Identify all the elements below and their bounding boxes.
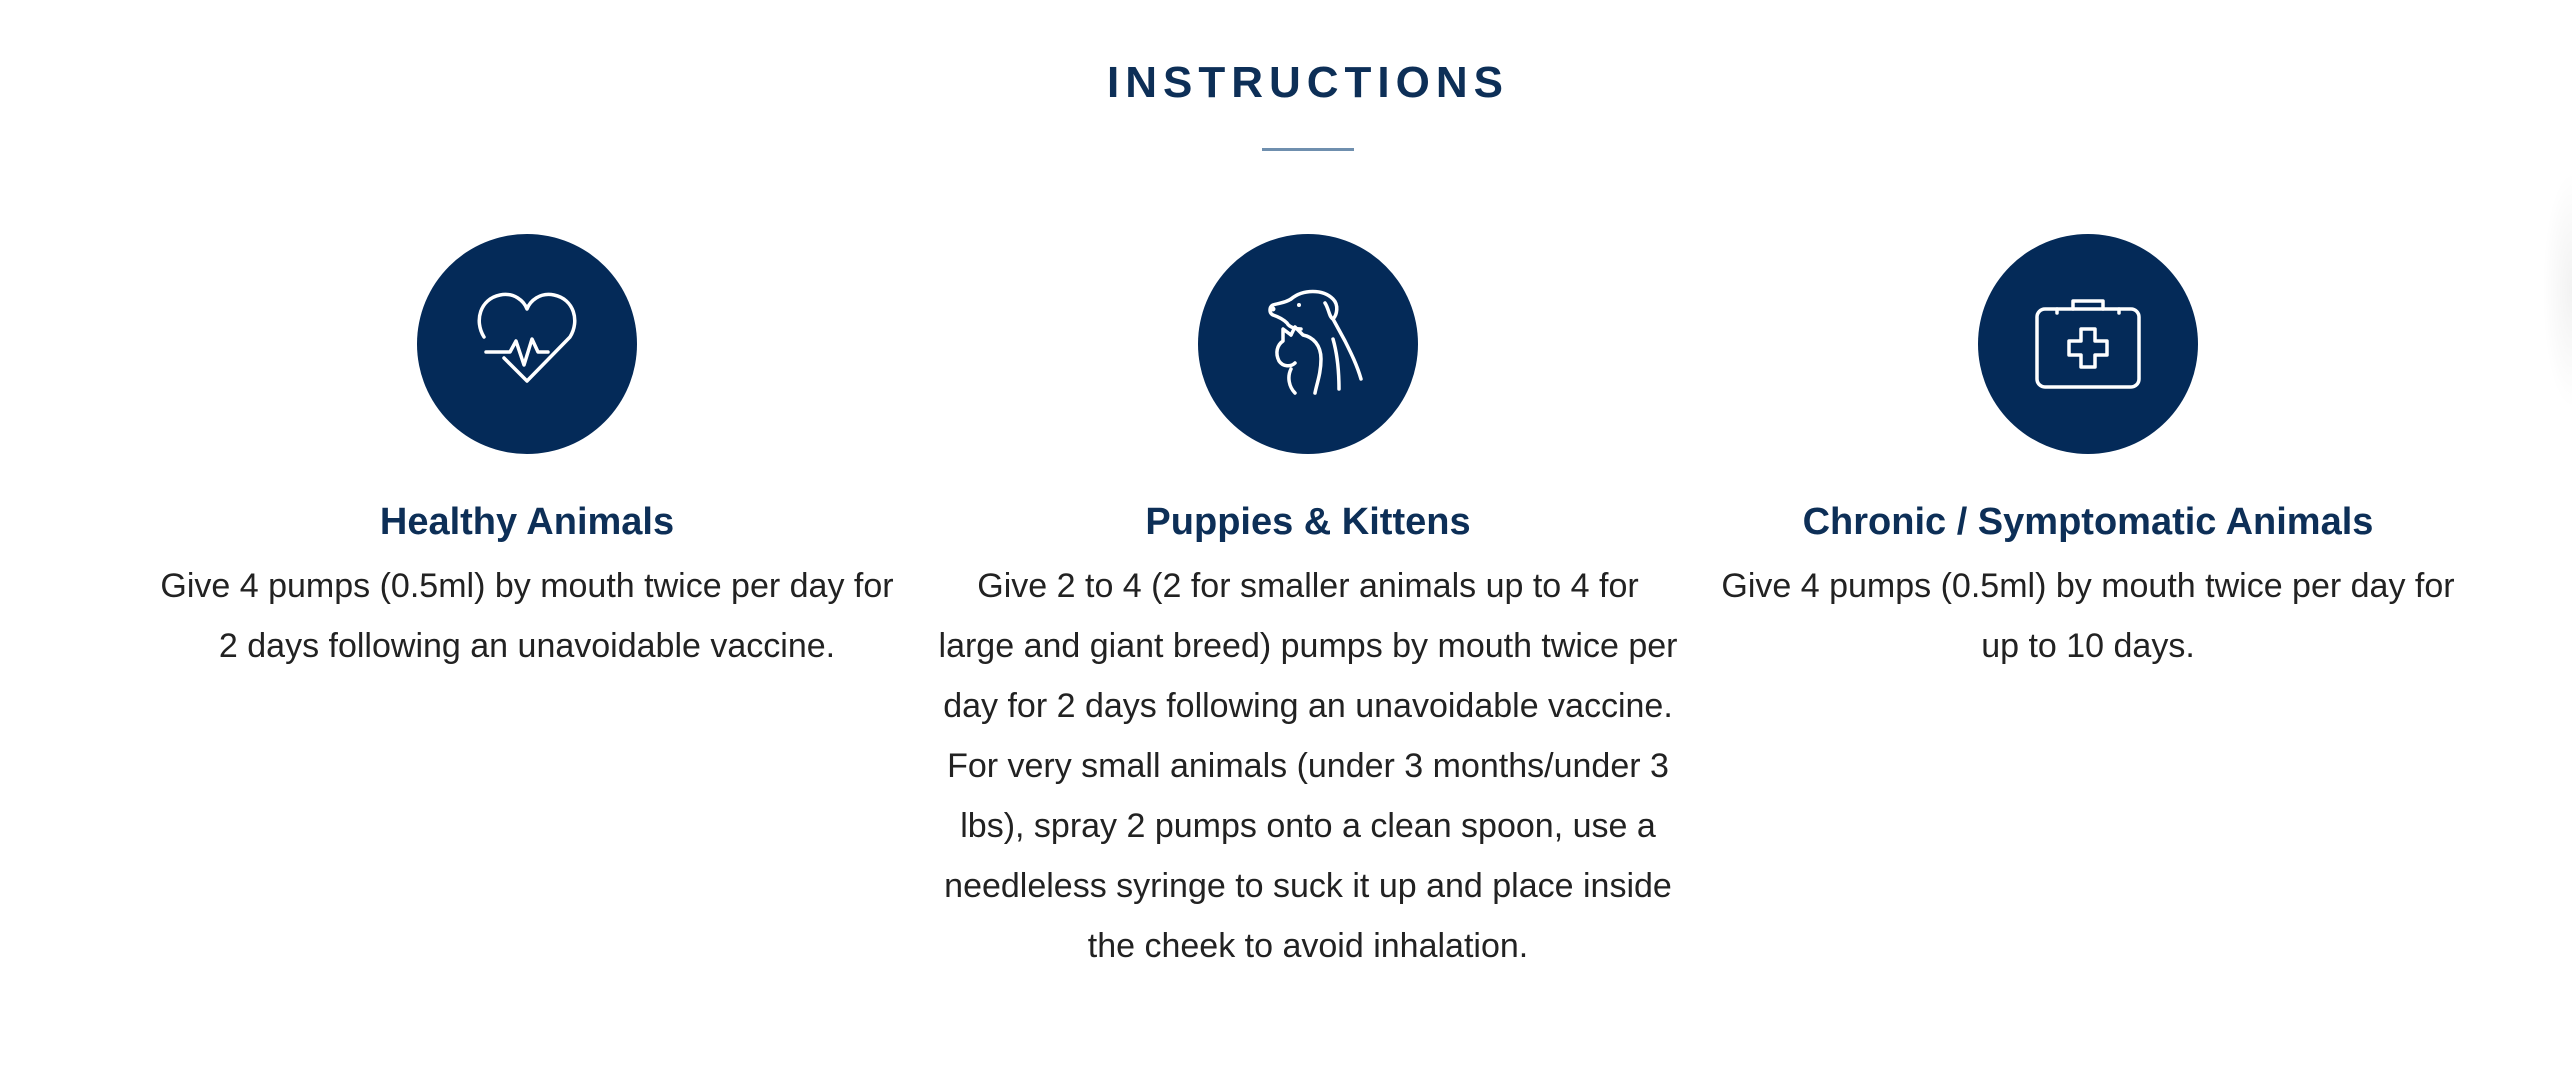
heart-pulse-icon xyxy=(452,269,602,419)
icon-circle xyxy=(1978,234,2198,454)
instruction-card-chronic xyxy=(1718,234,2458,676)
card-body: Give 4 pumps (0.5ml) by mouth twice per day for up to 10 days. xyxy=(1721,567,2455,665)
card-title: Healthy Animals xyxy=(379,501,675,543)
card-title: Chronic / Symptomatic Animals xyxy=(1802,501,2374,543)
instruction-card-healthy xyxy=(157,234,897,676)
section-heading: INSTRUCTIONS xyxy=(1107,58,1509,107)
card-body: Give 4 pumps (0.5ml) by mouth twice per day for 2 days following an unavoidable vaccine. xyxy=(160,567,894,665)
icon-circle xyxy=(1198,234,1418,454)
dog-cat-icon xyxy=(1233,269,1383,419)
instruction-card-puppies-kittens xyxy=(938,234,1678,976)
heading-divider xyxy=(1262,148,1354,151)
card-title: Puppies & Kittens xyxy=(1145,501,1471,543)
card-body: Give 2 to 4 (2 for smaller animals up to 4 for large and giant breed) pumps by mouth twice per day for 2 days following an unavoidable vaccine. For very small animals (under 3 months/under 3 lbs), spray 2 pumps onto a clean spoon, use a needleless syringe to suck it up and place inside the cheek to avoid inhalation. xyxy=(938,567,1678,965)
edge-shadow xyxy=(2542,170,2572,410)
icon-circle xyxy=(417,234,637,454)
first-aid-kit-icon xyxy=(2013,269,2163,419)
